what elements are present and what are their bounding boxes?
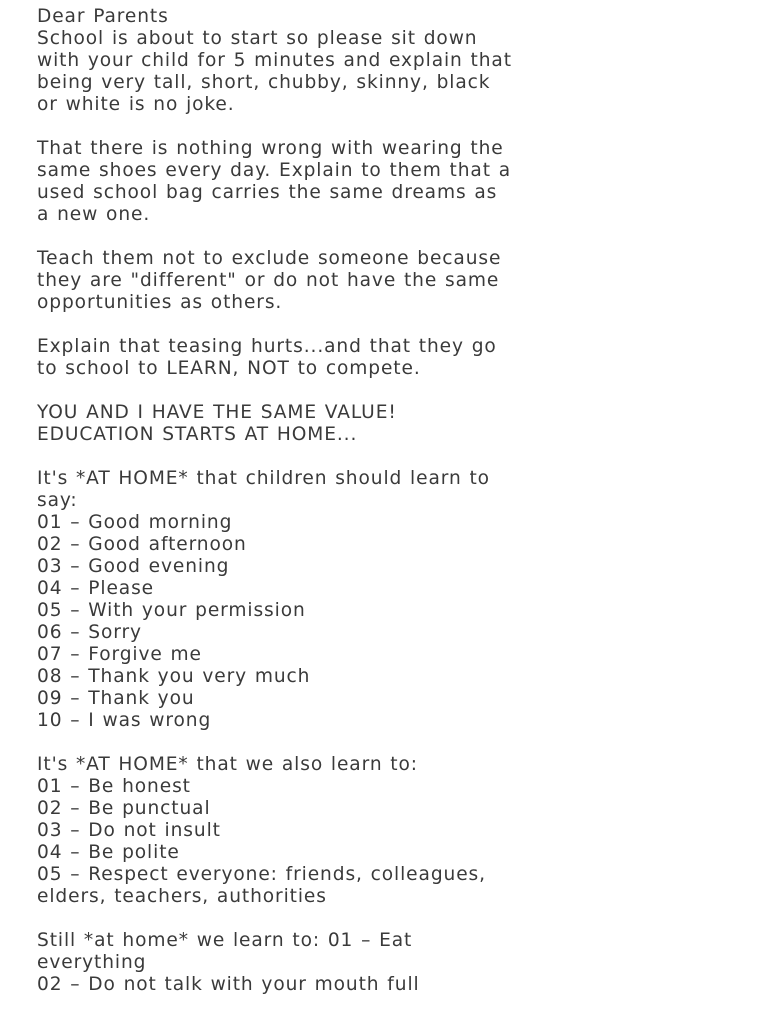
- text-line: It's *AT HOME* that we also learn to:: [37, 754, 418, 775]
- text-line: That there is nothing wrong with wearing the: [37, 138, 504, 159]
- list-item: 10 – I was wrong: [37, 710, 212, 731]
- document-body: [37, 6, 737, 996]
- text-line: they are "different" or do not have the same: [37, 270, 500, 291]
- text-line: Still *at home* we learn to: 01 – Eat: [37, 930, 413, 951]
- text-line: everything: [37, 952, 147, 973]
- list-item: 08 – Thank you very much: [37, 666, 311, 687]
- list-item: 05 – With your permission: [37, 600, 306, 621]
- paragraph-gap: [37, 116, 737, 138]
- text-line: Dear Parents: [37, 6, 169, 27]
- paragraph-gap: [37, 908, 737, 930]
- text-line: EDUCATION STARTS AT HOME...: [37, 424, 358, 445]
- list-item: 02 – Do not talk with your mouth full: [37, 974, 420, 995]
- text-line: elders, teachers, authorities: [37, 886, 327, 907]
- list-item: 03 – Good evening: [37, 556, 230, 577]
- text-line: Explain that teasing hurts...and that they go: [37, 336, 497, 357]
- text-line: It's *AT HOME* that children should learn to: [37, 468, 490, 489]
- text-line: YOU AND I HAVE THE SAME VALUE!: [37, 402, 397, 423]
- text-line: opportunities as others.: [37, 292, 283, 313]
- paragraph-gap: [37, 732, 737, 754]
- list-item: 03 – Do not insult: [37, 820, 221, 841]
- text-line: with your child for 5 minutes and explain that: [37, 50, 512, 71]
- text-line: to school to LEARN, NOT to compete.: [37, 358, 421, 379]
- list-item: 05 – Respect everyone: friends, colleagues,: [37, 864, 486, 885]
- text-line: School is about to start so please sit down: [37, 28, 478, 49]
- text-line: say:: [37, 490, 78, 511]
- paragraph-gap: [37, 226, 737, 248]
- list-item: 04 – Please: [37, 578, 155, 599]
- list-item: 04 – Be polite: [37, 842, 180, 863]
- list-item: 02 – Good afternoon: [37, 534, 247, 555]
- list-item: 06 – Sorry: [37, 622, 142, 643]
- list-item: 09 – Thank you: [37, 688, 195, 709]
- paragraph-gap: [37, 314, 737, 336]
- paragraph-gap: [37, 380, 737, 402]
- text-line: Teach them not to exclude someone because: [37, 248, 502, 269]
- text-line: or white is no joke.: [37, 94, 235, 115]
- text-line: a new one.: [37, 204, 151, 225]
- text-line: being very tall, short, chubby, skinny, black: [37, 72, 491, 93]
- list-item: 02 – Be punctual: [37, 798, 211, 819]
- list-item: 01 – Good morning: [37, 512, 233, 533]
- text-line: same shoes every day. Explain to them that a: [37, 160, 511, 181]
- paragraph-gap: [37, 446, 737, 468]
- list-item: 07 – Forgive me: [37, 644, 202, 665]
- list-item: 01 – Be honest: [37, 776, 191, 797]
- text-line: used school bag carries the same dreams as: [37, 182, 498, 203]
